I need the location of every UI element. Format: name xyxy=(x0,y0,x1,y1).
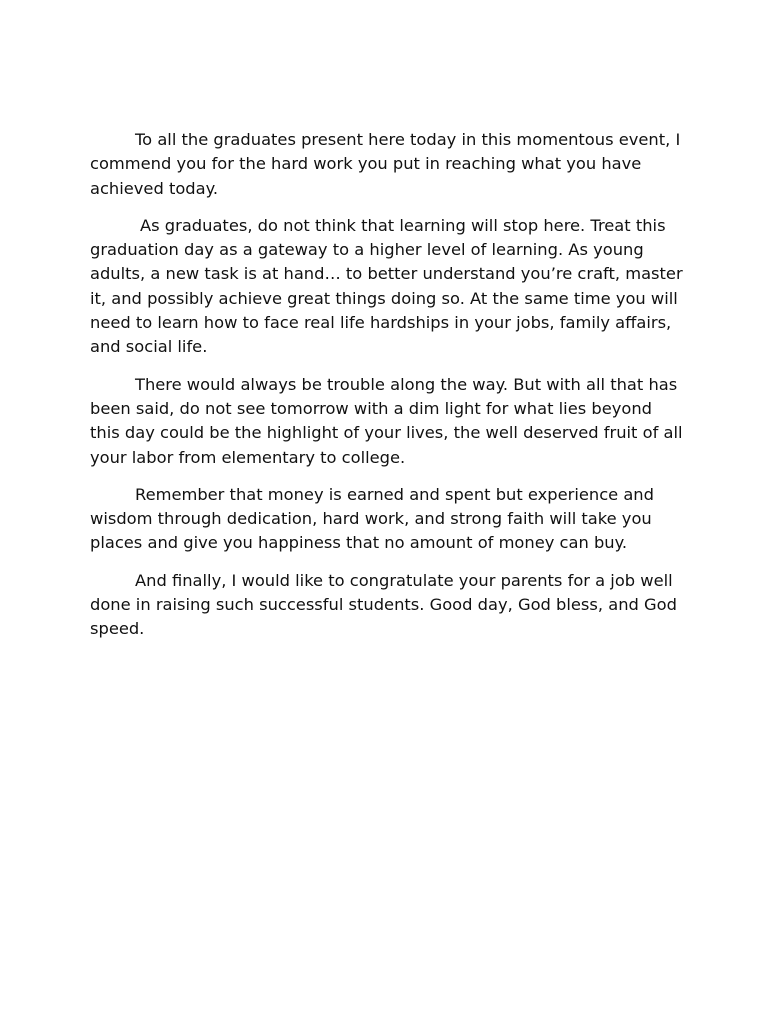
paragraph-5: And finally, I would like to congratulate your parents for a job well done in raising such successful students. Good day, God bless, and God speed. xyxy=(90,570,677,639)
paragraph-1: To all the graduates present here today in this momentous event, I commend you for the hard work you put in reaching what you have achieved today. xyxy=(90,130,681,198)
paragraph-4: Remember that money is earned and spent but experience and wisdom through dedication, hard work, and strong faith will take you places and give you happiness that no amount of money can buy. xyxy=(90,484,654,553)
paragraph-2: As graduates, do not think that learning will stop here. Treat this graduation day as a gateway to a higher level of learning. As young adults, a new task is at hand… to better understand you’re craft, master it, and possibly achieve great things doing so. At the same time you will need to learn how to face real life hardships in your jobs, family affairs, and social life. xyxy=(90,215,683,357)
paragraph-3: There would always be trouble along the way. But with all that has been said, do not see tomorrow with a dim light for what lies beyond this day could be the highlight of your lives, the well deserved fruit of all your labor from elementary to college. xyxy=(90,374,683,467)
speech-body xyxy=(90,128,686,655)
